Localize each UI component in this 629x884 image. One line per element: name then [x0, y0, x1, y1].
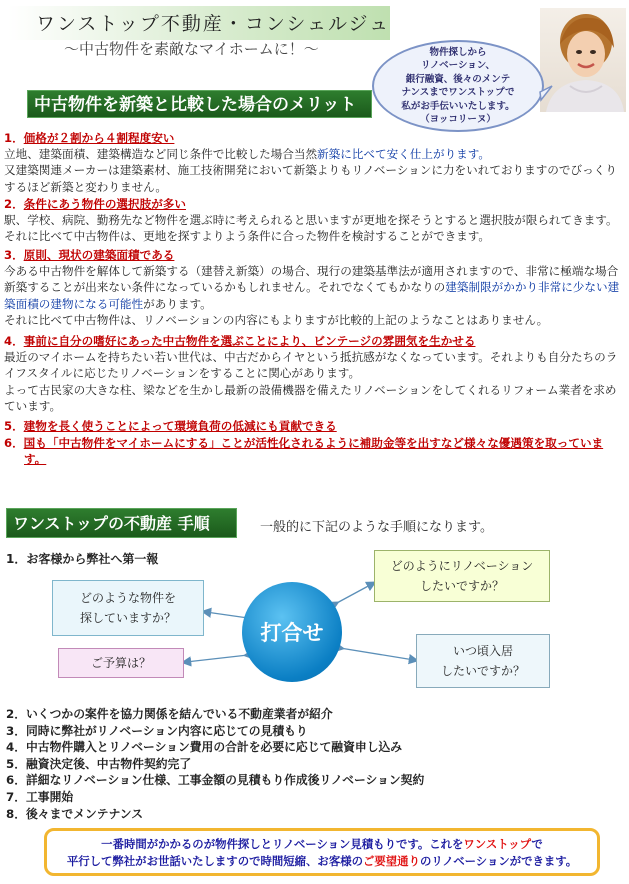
merits-banner: 中古物件を新築と比較した場合のメリット — [27, 90, 372, 118]
merit-4-body: 最近のマイホームを持ちたい若い世代は、中古だからイヤという抵抗感がなくなっています。それよりも自分たちのライフスタイルに応じたリノベーションをすることに関心があります。 — [4, 350, 618, 381]
procedure-banner: ワンストップの不動産 手順 — [6, 508, 237, 538]
step-3: 3．同時に弊社がリノベーション内容に応じての見積もり — [6, 723, 308, 738]
merit-2-body: 駅、学校、病院、勤務先など物件を選ぶ時に考えられると思いますが更地を探そうとすると選択肢が限られてきます。それに比べて中古物件は、更地を探すよりよう条件に合った物件を検討することができます。 — [4, 213, 618, 244]
step-7: 7．工事開始 — [6, 789, 74, 804]
merit-1-body: 立地、建築面積、建築構造など同じ条件で比較した場合当然新築に比べて安く仕上がります。 又建築関連メーカーは建築素材、施工技術開発において新築よりもリノベーションに力をいれておりますのでびっくりするほど新築と変わりません。 — [4, 147, 617, 194]
merit-2 — [4, 196, 624, 245]
bubble-text: 物件探しから リノベーション、 銀行融資、後々のメンテ ナンスまでワンストップで 私がお手伝いいたします。 （ヨッコリーヌ） — [401, 46, 515, 125]
merit-4-body-2: よって古民家の大きな柱、梁などを生かし最新の設備機器を備えたリノベーションをしてくれるリフォーム業者を求めています。 — [4, 382, 617, 413]
page-title: ワンストップ不動産・コンシェルジュ — [36, 13, 391, 35]
step-2: 2．いくつかの案件を協力関係を結んでいる不動産業者が紹介 — [6, 707, 333, 721]
question-box-budget: ご予算は？ — [58, 648, 184, 678]
footer-callout — [44, 828, 600, 876]
step-5: 5．融資決定後、中古物件契約完了 — [6, 756, 192, 771]
merit-3 — [4, 247, 624, 328]
question-box-renovation: どのようにリノベーション したいですか？ — [374, 550, 550, 602]
question-box-property: どのような物件を 探していますか？ — [52, 580, 204, 636]
merit-1-heading: 1．価格が２割から４割程度安い — [4, 131, 175, 145]
merit-3-heading: 3．原則、現状の建築面積である — [4, 248, 175, 262]
question-box-move-in: いつ頃入居 したいですか？ — [416, 634, 550, 688]
merit-5-heading: 5．建物を長く使うことによって環境負荷の低減にも貢献できる — [4, 419, 337, 433]
procedure-intro: 一般的に下記のような手順になります。 — [260, 520, 493, 535]
merit-6 — [4, 435, 616, 467]
merit-2-heading: 2．条件にあう物件の選択肢が多い — [4, 197, 186, 211]
merit-3-body: 今ある中古物件を解体して新築する（建替え新築）の場合、現行の建築基準法が適用されますので、非常に極端な場合新築することが出来ない条件になっているかもしれません。それでなくてもかなりの建築制限がかかり非常に少ない建築面積の建物になる可能性があります。 — [4, 264, 620, 311]
step-6: 6．詳細なリノベーション仕様、工事金額の見積もり作成後リノベーション契約 — [6, 773, 425, 788]
merit-3-body-2: それに比べて中古物件は、リノベーションの内容にもよりますが比較的上記のようなことはありません。 — [4, 312, 549, 327]
page-subtitle: ～中古物件を素敵なマイホームに！～ — [64, 40, 319, 58]
merit-1 — [4, 130, 624, 195]
merit-6-heading: 6．国も「中古物件をマイホームにする」ことが活性化されるように補助金等を出すなど様々な優遇策を取っています。 — [4, 436, 604, 467]
step-1: 1．お客様から弊社へ第一報 — [6, 552, 159, 566]
portrait-image — [540, 8, 626, 112]
speech-bubble — [372, 40, 544, 132]
meeting-circle: 打合せ — [242, 582, 342, 682]
merit-5 — [4, 418, 624, 434]
footer-line-2: 平行して弊社がお世話いたしますので時間短縮、お客様のご要望通りのリノベーションができます。 — [66, 854, 578, 868]
step-4: 4．中古物件購入とリノベーション費用の合計を必要に応じて融資申し込み — [6, 740, 403, 755]
step-8: 8．後々までメンテナンス — [6, 806, 144, 821]
footer-line-1: 一番時間がかかるのが物件探しとリノベーション見積もりです。これをワンストップで — [101, 837, 543, 851]
merit-4-heading: 4．事前に自分の嗜好にあった中古物件を選ぶことにより、ビンテージの雰囲気を生かせる — [4, 334, 476, 348]
steps-list — [6, 706, 424, 822]
merit-4 — [4, 333, 624, 414]
